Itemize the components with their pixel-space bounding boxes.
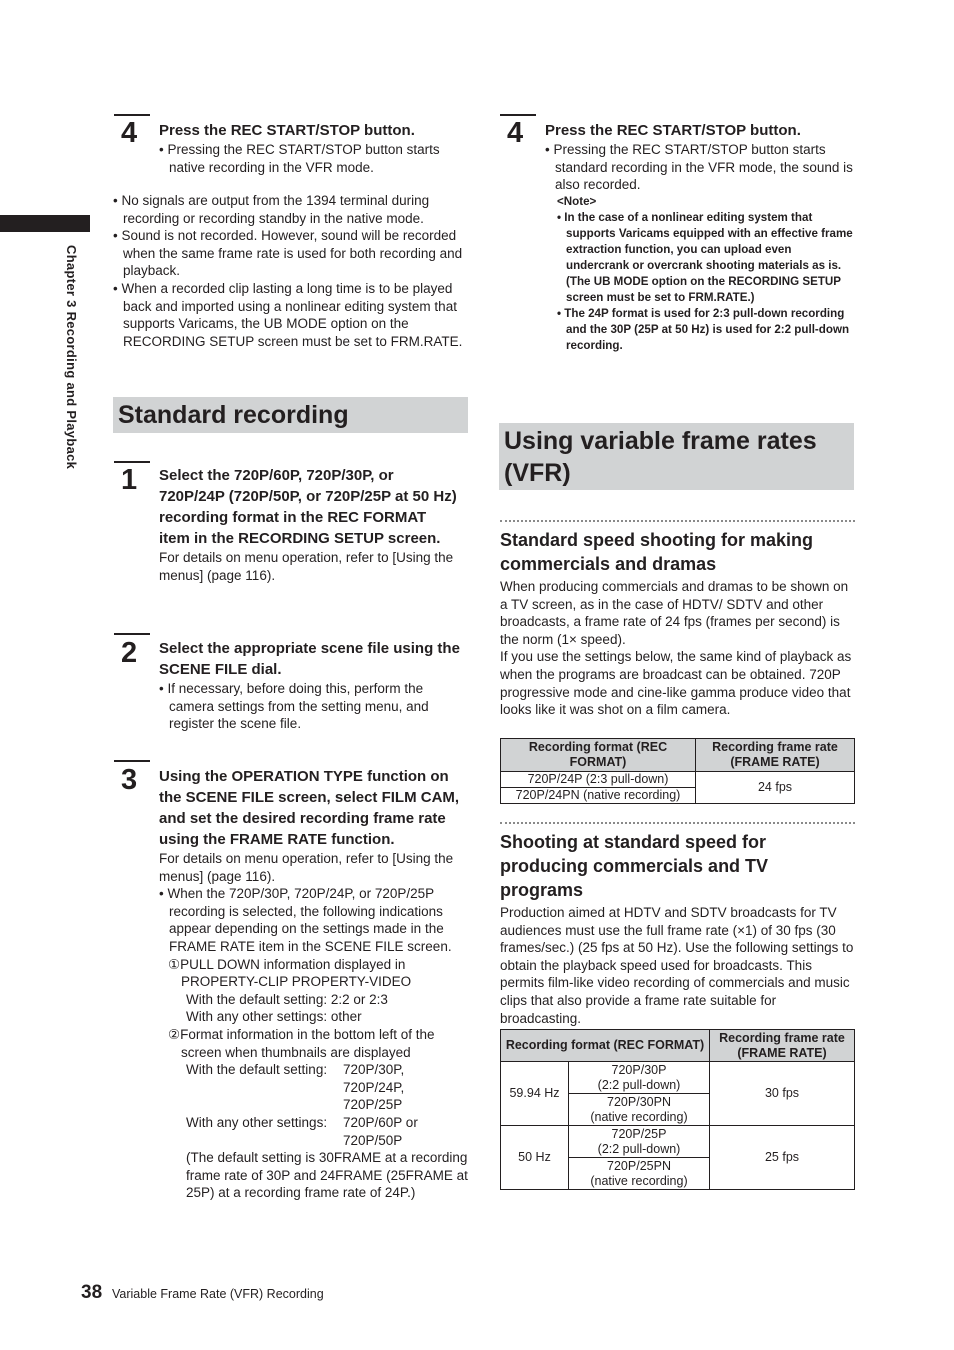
- step-body: For details on menu operation, refer to [Using the menus] (page 116).: [159, 851, 454, 884]
- step-4-left: [159, 120, 469, 176]
- section-banner: Standard recording: [113, 397, 468, 433]
- list-item: • Sound is not recorded. However, sound will be recorded when the same frame rate is used for both recording and playback.: [113, 228, 463, 279]
- table-cell: [569, 1126, 710, 1158]
- step-bullet: • Pressing the REC START/STOP button starts standard recording in the VFR mode, the sound is also recorded.: [545, 142, 853, 193]
- setting-label: With any other settings:: [186, 1114, 328, 1130]
- list-item: • No signals are output from the 1394 terminal during recording or recording standby in the native mode.: [113, 193, 430, 226]
- setting-line: With any other settings: other: [186, 1009, 362, 1025]
- subsection-heading: Standard speed shooting for making commercials and dramas: [500, 530, 814, 574]
- table-cell: [569, 1094, 710, 1126]
- paragraph: When producing commercials and dramas to be shown on a TV screen, as in the case of HDTV/ SDTV and other broadcasts, a frame rate of 24 fps (frames per second) is the norm (1× speed).: [500, 579, 849, 647]
- note-item: • The 24P format is used for 2:3 pull-down recording and the 30P (25P at 50 Hz) is used for 2:2 pull-down recording.: [557, 306, 850, 352]
- note-item: • In the case of a nonlinear editing system that supports Varicams equipped with an effective frame extraction function, you can upload even undercrank or overcrank shooting materials as is. (The UB MODE option on the RECORDING SETUP screen must be set to FRM.RATE.): [557, 210, 853, 304]
- step-3: [159, 766, 469, 1202]
- paragraph: Production aimed at HDTV and SDTV broadcasts for TV audiences must use the full frame rate (×1) of 30 fps (30 frames/sec.) (25 fps at 50 Hz). Use the following settings to obtain the playback speed used for broadcasts. This permits film-like video recording of commercials and music clips that also provide a frame rate suitable for broadcasting.: [500, 905, 854, 1026]
- setting-label: With the default setting:: [186, 1062, 328, 1078]
- step-number: 1: [121, 464, 138, 496]
- step-bullet: • When the 720P/30P, 720P/24P, or 720P/25P recording is selected, the following indications appear depending on the settings made in the FRAME RATE item in the SCENE FILE screen.: [159, 886, 452, 954]
- dotted-divider: [500, 822, 855, 824]
- step-number: 2: [121, 637, 138, 669]
- dotted-divider: [500, 520, 855, 522]
- step-title: Select the appropriate scene file using the SCENE FILE dial.: [159, 640, 460, 678]
- format-setting-other: [159, 1114, 469, 1149]
- format-name: 720P/25PN: [607, 1158, 671, 1173]
- setting-value: 720P/25P: [343, 1097, 403, 1113]
- step-number: 4: [121, 117, 138, 149]
- step-rule: [114, 461, 150, 463]
- table-cell: 720P/24P (2:3 pull-down): [501, 772, 696, 788]
- setting-value: 720P/30P,: [343, 1062, 405, 1078]
- step-rule: [114, 633, 150, 635]
- table-header: Recording format (REC FORMAT): [501, 739, 696, 772]
- step-bullet: • If necessary, before doing this, perform the camera settings from the setting menu, and register the scene file.: [159, 681, 429, 732]
- step-body: For details on menu operation, refer to [Using the menus] (page 116).: [159, 550, 454, 583]
- subsection-heading: Shooting at standard speed for producing commercials and TV programs: [500, 832, 769, 900]
- format-name: 720P/25P: [611, 1126, 667, 1141]
- step-rule: [500, 114, 536, 116]
- format-setting-default: [159, 1061, 469, 1114]
- step-2: [159, 638, 469, 733]
- frame-rate-table-1: [500, 738, 855, 804]
- step-title: Press the REC START/STOP button.: [545, 122, 801, 139]
- step-bullet: • Pressing the REC START/STOP button starts native recording in the VFR mode.: [159, 142, 440, 175]
- notes-list: [113, 192, 469, 350]
- numbered-item: ①PULL DOWN information displayed in PROPERTY-CLIP PROPERTY-VIDEO: [168, 956, 412, 990]
- format-note: (native recording): [590, 1109, 688, 1124]
- table-cell: [569, 1158, 710, 1190]
- list-item: • When a recorded clip lasting a long time is to be played back and imported using a nonlinear editing system that supports Varicams, the UB MODE option on the RECORDING SETUP screen must be set to FRM.RATE.: [113, 280, 463, 349]
- format-name: 720P/30PN: [607, 1094, 671, 1109]
- step-rule: [114, 760, 150, 762]
- step-number: 3: [121, 764, 138, 796]
- table-cell-rate: 25 fps: [710, 1126, 855, 1190]
- format-note: (native recording): [590, 1173, 688, 1188]
- step-title: Select the 720P/60P, 720P/30P, or 720P/24P (720P/50P, or 720P/25P at 50 Hz) recording format in the REC FORMAT item in the RECORDING SETUP screen.: [159, 467, 457, 547]
- table-header: Recording format (REC FORMAT): [501, 1030, 710, 1062]
- setting-value: 720P/50P: [343, 1132, 403, 1148]
- format-note: (2:2 pull-down): [597, 1077, 681, 1092]
- note-label: <Note>: [557, 194, 597, 208]
- step-4-right: [545, 120, 855, 354]
- paragraph: If you use the settings below, the same kind of playback as when the programs are broadcast can be obtained. 720P progressive mode and cine-like gamma produce video that looks like it was shot on a film camera.: [500, 649, 852, 718]
- numbered-item: ②Format information in the bottom left of the screen when thumbnails are displayed: [168, 1026, 435, 1060]
- setting-value: 720P/60P or: [343, 1114, 418, 1130]
- section-standard-broadcast: [500, 830, 855, 1027]
- table-cell: 720P/24PN (native recording): [501, 788, 696, 804]
- table-cell: [569, 1062, 710, 1094]
- frame-rate-table-2: [500, 1029, 855, 1190]
- step-title: Using the OPERATION TYPE function on the SCENE FILE screen, select FILM CAM, and set the desired recording frame rate using the FRAME RATE function.: [159, 768, 460, 848]
- setting-line: With the default setting: 2:2 or 2:3: [186, 991, 388, 1007]
- setting-value: 720P/24P,: [343, 1079, 405, 1095]
- section-banner: Using variable frame rates (VFR): [499, 423, 854, 490]
- table-header: Recording frame rate (FRAME RATE): [696, 739, 855, 772]
- page-number: 38: [81, 1282, 103, 1303]
- table-cell-rate: 30 fps: [710, 1062, 855, 1126]
- step-1: [159, 465, 459, 584]
- step-number: 4: [507, 117, 524, 149]
- closing-note: (The default setting is 30FRAME at a recording frame rate of 30P and 24FRAME (25FRAME at 25P) at a recording frame rate of 24P.): [186, 1150, 468, 1201]
- section-standard-speed: [500, 528, 855, 719]
- table-cell-rate: 24 fps: [696, 772, 855, 804]
- table-cell-frequency: 50 Hz: [501, 1126, 569, 1190]
- footer-section-title: Variable Frame Rate (VFR) Recording: [112, 1287, 324, 1301]
- format-name: 720P/30P: [611, 1062, 667, 1077]
- table-header: Recording frame rate (FRAME RATE): [710, 1030, 855, 1062]
- step-rule: [114, 114, 150, 116]
- chapter-label: Chapter 3 Recording and Playback: [64, 245, 79, 470]
- format-note: (2:2 pull-down): [597, 1141, 681, 1156]
- chapter-tab-marker: [0, 215, 90, 232]
- step-title: Press the REC START/STOP button.: [159, 122, 415, 139]
- table-cell-frequency: 59.94 Hz: [501, 1062, 569, 1126]
